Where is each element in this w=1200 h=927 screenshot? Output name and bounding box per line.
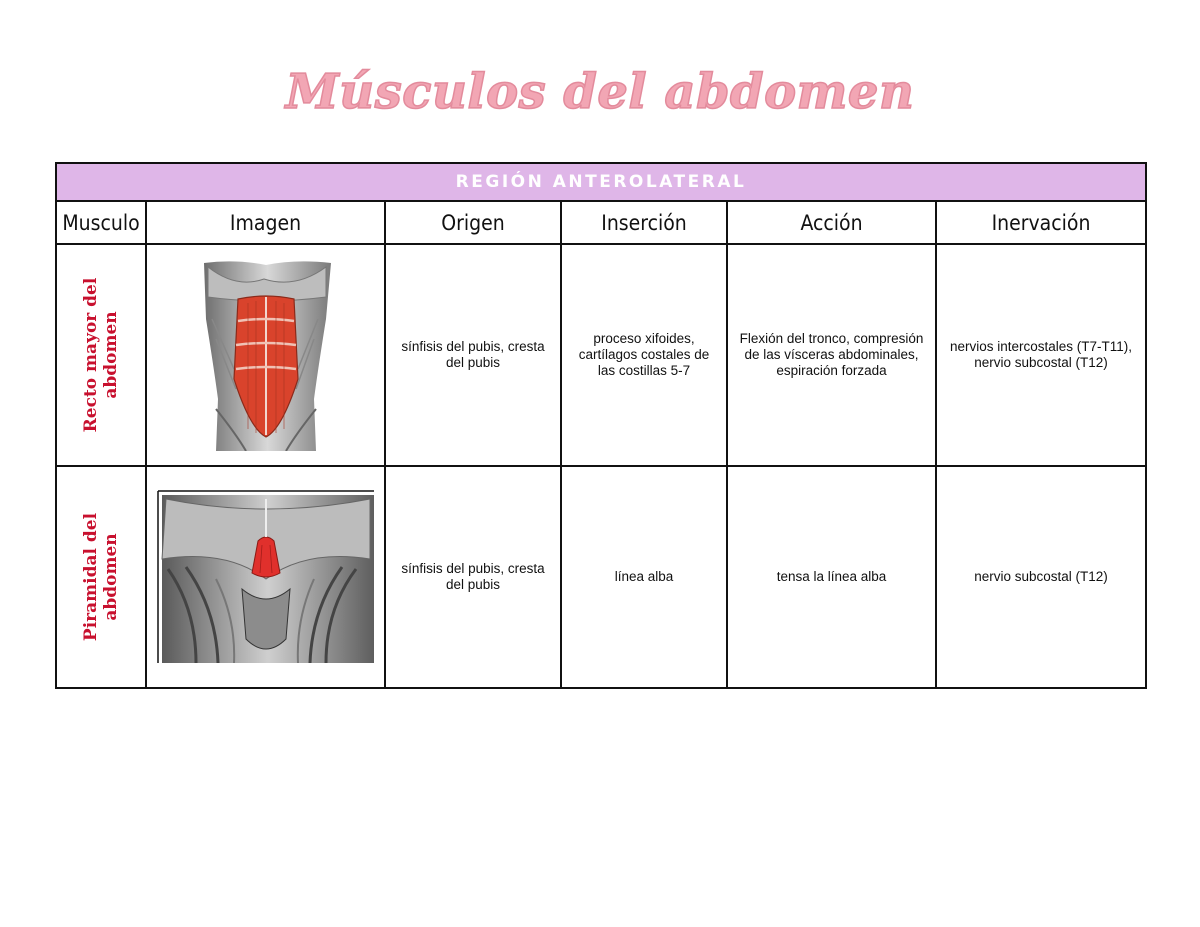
- accion-cell: tensa la línea alba: [727, 466, 936, 688]
- column-header-row: [56, 201, 1146, 244]
- insercion-cell: proceso xifoides, cartílagos costales de las costillas 5-7: [561, 244, 727, 466]
- table-row: [56, 466, 1146, 688]
- muscle-name: Recto mayor del abdomen: [81, 277, 121, 433]
- muscles-table: [55, 162, 1147, 689]
- header-imagen: Imagen: [146, 201, 385, 244]
- header-inervacion: Inervación: [936, 201, 1146, 244]
- muscle-name: Piramidal del abdomen: [81, 512, 121, 642]
- rectus-abdominis-illustration: [186, 259, 346, 451]
- pyramidalis-illustration: [156, 489, 376, 665]
- muscle-name-cell: [56, 466, 146, 688]
- region-header-row: [56, 163, 1146, 201]
- inervacion-cell: nervios intercostales (T7-T11), nervio subcostal (T12): [936, 244, 1146, 466]
- header-origen: Origen: [385, 201, 561, 244]
- page-title: Músculos del abdomen: [285, 64, 915, 120]
- region-title: REGIÓN ANTEROLATERAL: [56, 163, 1146, 201]
- inervacion-cell: nervio subcostal (T12): [936, 466, 1146, 688]
- image-cell: [146, 466, 385, 688]
- origen-cell: sínfisis del pubis, cresta del pubis: [385, 244, 561, 466]
- insercion-cell: línea alba: [561, 466, 727, 688]
- header-musculo: Musculo: [56, 201, 146, 244]
- origen-cell: sínfisis del pubis, cresta del pubis: [385, 466, 561, 688]
- table-row: [56, 244, 1146, 466]
- image-cell: [146, 244, 385, 466]
- accion-cell: Flexión del tronco, compresión de las vísceras abdominales, espiración forzada: [727, 244, 936, 466]
- header-insercion: Inserción: [561, 201, 727, 244]
- header-accion: Acción: [727, 201, 936, 244]
- muscle-name-cell: [56, 244, 146, 466]
